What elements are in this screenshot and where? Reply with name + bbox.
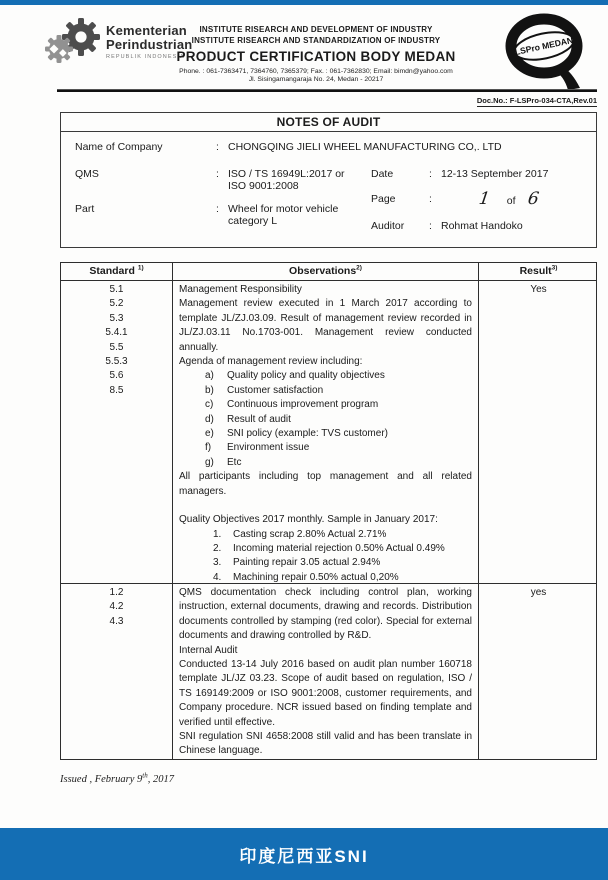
- address-line: Jl. Sisingamangaraja No. 24, Medan - 20217: [248, 76, 384, 83]
- page-row: [371, 189, 582, 209]
- page-total-handwritten: 6: [527, 189, 541, 209]
- qms-row: [75, 168, 371, 192]
- table-header-row: [61, 263, 596, 281]
- qms-value: [228, 168, 345, 192]
- auditor-row: [371, 220, 582, 232]
- colon: :: [216, 168, 219, 180]
- gears-icon: [44, 16, 102, 75]
- header-standard: Standard $^{1)}$: [61, 263, 173, 280]
- notes-of-audit-box: [60, 112, 597, 248]
- header-observations: Observations$^{2)}$: [173, 263, 479, 280]
- doc-number: Doc.No.: F-LSPro-034-CTA,Rev.01: [476, 96, 597, 105]
- company-label: Name of Company: [75, 141, 163, 153]
- auditor-value: Rohmat Handoko: [441, 220, 523, 232]
- banner-text: 印度尼西亚SNI: [239, 846, 369, 866]
- part-value: [228, 203, 338, 227]
- part-value-line2: category L: [228, 215, 278, 227]
- obs-paragraph: Agenda of management review including:: [179, 356, 363, 368]
- bottom-banner: [0, 828, 608, 880]
- ministry-subtitle: REPUBLIK INDONESIA: [106, 54, 185, 60]
- notes-title: NOTES OF AUDIT: [61, 113, 596, 132]
- colon: :: [216, 141, 219, 153]
- obs-list-item: g) Etc: [205, 456, 242, 468]
- qms-value-line2: ISO 9001:2008: [228, 180, 299, 192]
- obs-paragraph: Conducted 13-14 July 2016 based on audit plan number 160718 template JL/JZ 03.23. Scope of audit based on regulation, ISO / TS 169149:2009 or ISO 9001:2008, customer requirements, and Company procedure. NCR issued based on finding template and verified until effective.: [179, 659, 472, 728]
- issued-date-line: Issued , February 9th, 2017: [60, 771, 174, 785]
- obs-list-item: f) Environment issue: [205, 442, 310, 454]
- date-value: 12-13 September 2017: [441, 168, 549, 180]
- header-divider-rule: [57, 89, 597, 92]
- letterhead: [0, 12, 608, 90]
- notes-left-column: [75, 168, 371, 232]
- top-blue-strip: [0, 0, 608, 5]
- qms-value-line1: ISO / TS 16949L:2017 or: [228, 168, 345, 180]
- notes-fields: [61, 132, 596, 232]
- table-row: [61, 281, 596, 584]
- obs-list-item: 4. Machining repair 0.50% actual 0,20%: [213, 571, 399, 583]
- lspro-logo-text: LSPro MEDAN: [513, 34, 575, 58]
- obs-paragraph: All participants including top management and all related managers.: [179, 471, 472, 497]
- colon: :: [216, 203, 219, 215]
- page-current-handwritten: 1: [477, 189, 492, 209]
- date-label: Date: [371, 168, 394, 180]
- observations-cell: [173, 584, 479, 759]
- obs-list-item: a) Quality policy and quality objectives: [205, 370, 385, 382]
- result-cell: Yes: [530, 284, 547, 295]
- obs-paragraph: SNI regulation SNI 4658:2008 still valid and has been translate in Chinese language.: [179, 731, 472, 757]
- ministry-name-line2: Perindustrian: [106, 37, 193, 52]
- company-row: [75, 141, 582, 153]
- page-value: [441, 189, 541, 209]
- letterhead-center: [140, 24, 492, 83]
- result-footnote-marker: 3): [551, 264, 558, 272]
- colon: :: [429, 220, 432, 232]
- standard-footnote-marker: 1): [137, 264, 144, 272]
- ministry-name-line1: Kementerian: [106, 23, 187, 38]
- lspro-medan-logo: [498, 10, 598, 97]
- audit-table: [60, 262, 597, 760]
- obs-list-item: d) Result of audit: [205, 413, 291, 425]
- obs-paragraph: Internal Audit: [179, 644, 238, 656]
- observations-cell: [173, 281, 479, 583]
- page-label: Page: [371, 193, 396, 205]
- obs-paragraph: Management review executed in 1 March 2017 according to template JL/ZJ.03.09. Result of management review recorded in JL/ZJ.03.11 No.1703-001. Management review conducted annually.: [179, 298, 472, 353]
- qms-label: QMS: [75, 168, 99, 180]
- institute-line-1: INSTITUTE RISEARCH AND DEVELOPMENT OF INDUSTRY: [199, 25, 433, 34]
- obs-list-item: b) Customer satisfaction: [205, 384, 324, 396]
- colon: :: [429, 168, 432, 180]
- observations-footnote-marker: 2): [356, 264, 362, 272]
- certification-body-name: PRODUCT CERTIFICATION BODY MEDAN: [176, 49, 456, 64]
- table-row: [61, 584, 596, 759]
- part-label: Part: [75, 203, 95, 215]
- company-value: CHONGQING JIELI WHEEL MANUFACTURING CO,. LTD: [228, 141, 502, 153]
- institute-line-2: INSTITUTE RISEARCH AND STANDARDIZATION OF INDUSTRY: [191, 36, 441, 45]
- obs-paragraph: Quality Objectives 2017 monthly. Sample in January 2017:: [179, 514, 438, 526]
- obs-list-item: 3. Painting repair 3.05 actual 2.94%: [213, 557, 381, 569]
- auditor-label: Auditor: [371, 220, 405, 232]
- result-cell: yes: [530, 587, 547, 598]
- obs-list-item: e) SNI policy (example: TVS customer): [205, 428, 388, 440]
- colon: :: [429, 193, 432, 205]
- obs-list-item: c) Continuous improvement program: [205, 399, 379, 411]
- page-of-label: of: [506, 195, 516, 207]
- standard-cell: 5.1 5.2 5.3 5.4.1 5.5 5.5.3 5.6 8.5: [61, 281, 173, 583]
- obs-paragraph: QMS documentation check including control plan, working instruction, external documents, drawing and records. Distribution documents controlled by stamping (red color). Special for external documents and drawing controlled by R&D.: [179, 587, 472, 642]
- obs-list-item: 1. Casting scrap 2.80% Actual 2.71%: [213, 528, 387, 540]
- part-row: [75, 203, 371, 227]
- obs-paragraph: Management Responsibility: [179, 284, 302, 295]
- contact-line: Phone. : 061-7363471, 7364760, 7365379; Fax. : 061-7362830; Email: bimdn@yahoo.com: [179, 68, 453, 75]
- notes-right-column: [371, 168, 582, 232]
- header-result: Result$^{3)}$: [519, 264, 558, 277]
- obs-list-item: 2. Incoming material rejection 0.50% Actual 0.49%: [213, 542, 445, 554]
- date-row: [371, 168, 582, 180]
- part-value-line1: Wheel for motor vehicle: [228, 203, 339, 215]
- issued-date-ordinal: th: [142, 771, 148, 780]
- standard-cell: 1.2 4.2 4.3: [61, 584, 173, 759]
